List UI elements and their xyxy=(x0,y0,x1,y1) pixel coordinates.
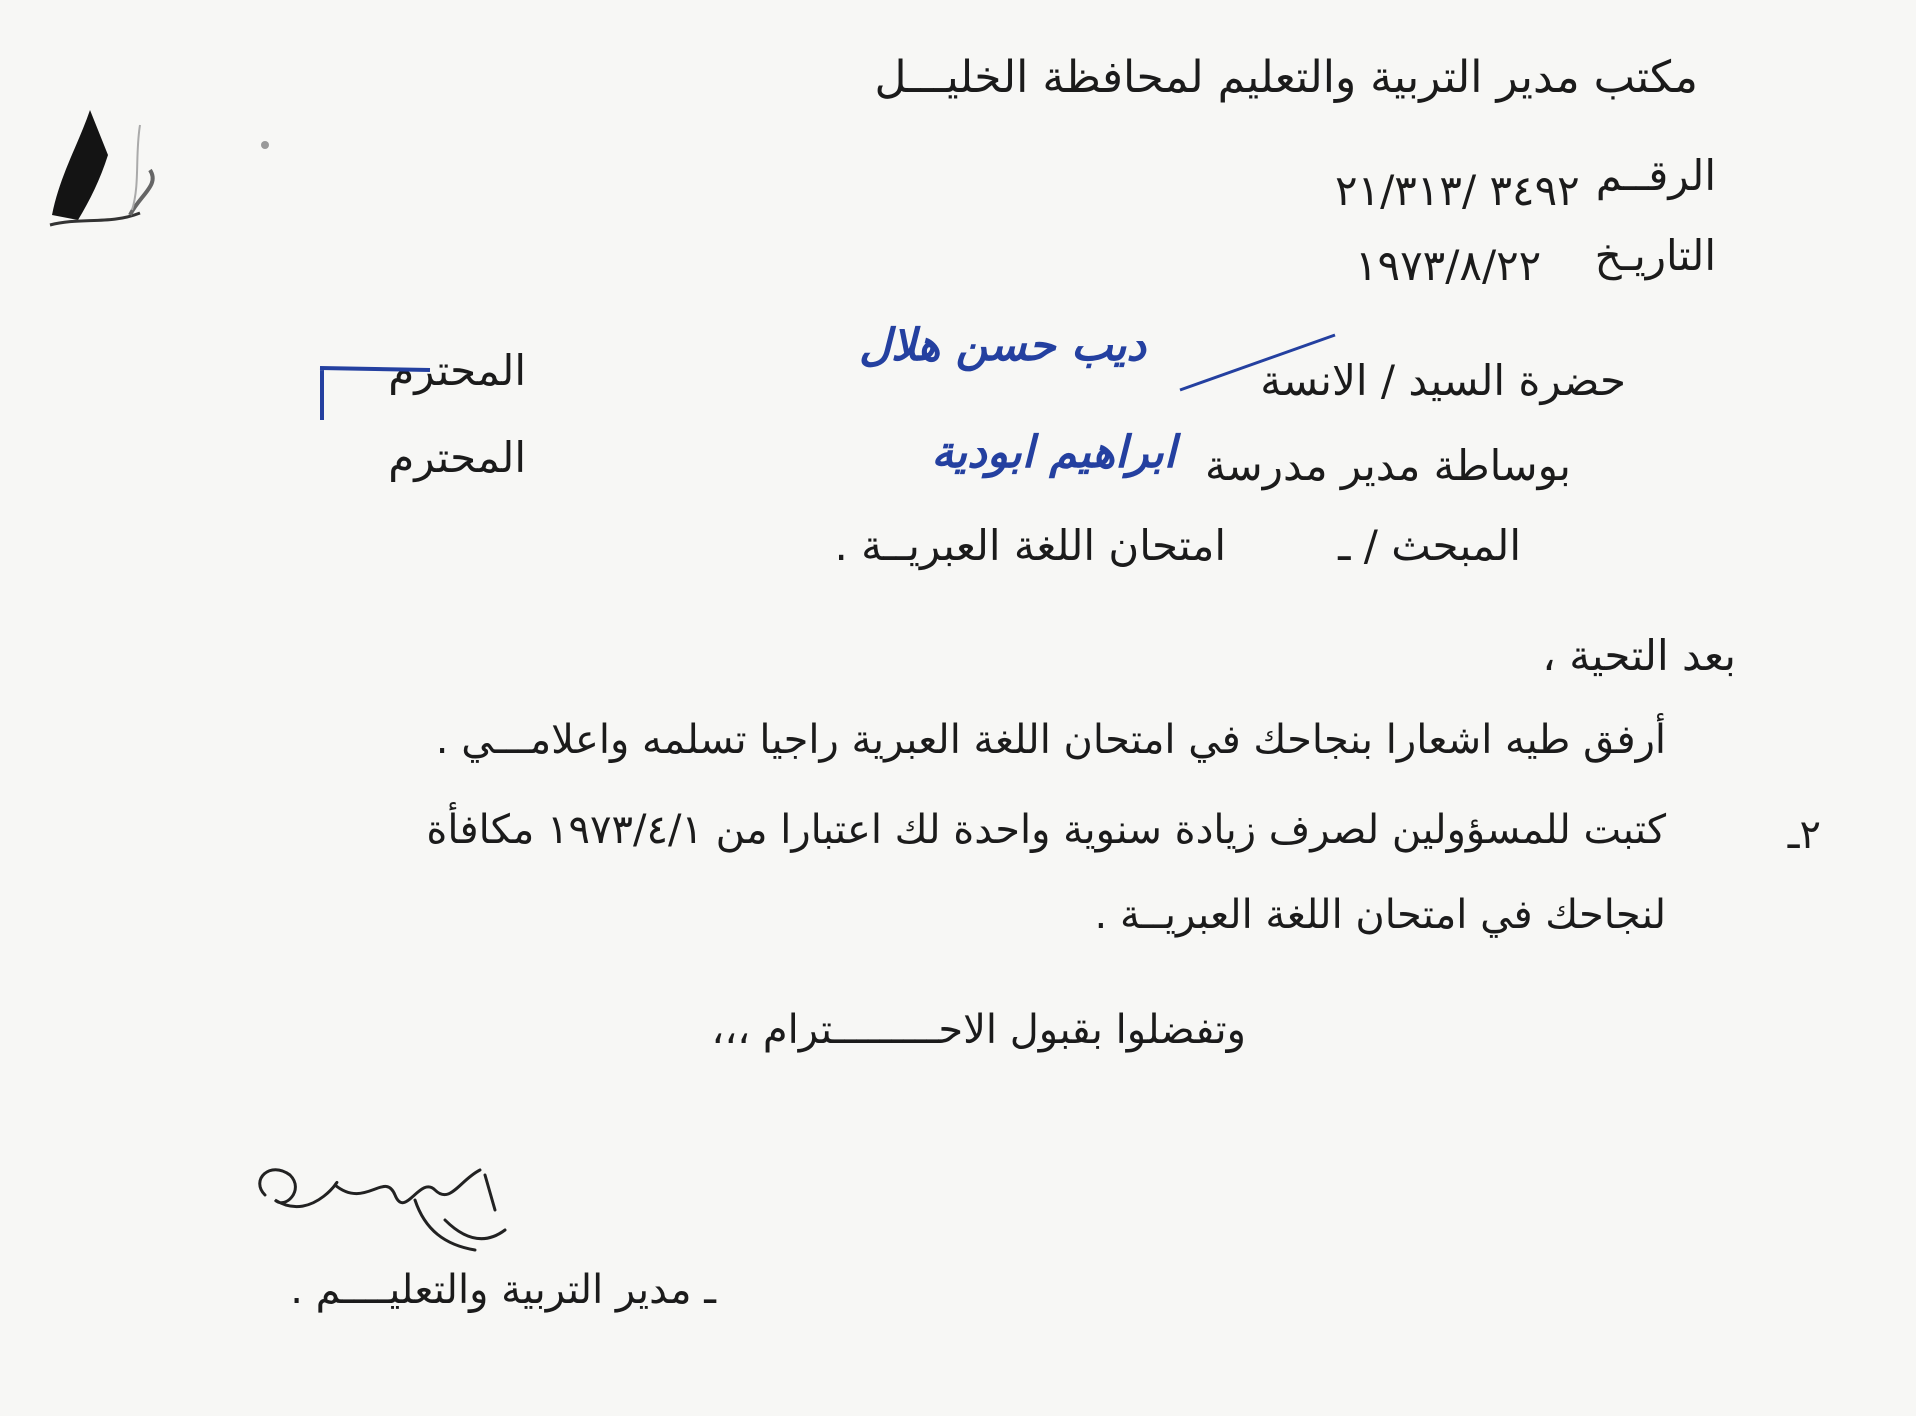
honorific-1: المحترم xyxy=(388,346,526,395)
body-paragraph-1: أرفق طيه اشعارا بنجاحك في امتحان اللغة العبرية راجيا تسلمه واعلامـــي . xyxy=(435,717,1666,763)
addressee-name-handwritten: ديب حسن هلال xyxy=(858,320,1146,371)
signature-title: ـ مدير التربية والتعليــــم . xyxy=(290,1267,716,1313)
subject-value: امتحان اللغة العبريــة . xyxy=(834,521,1226,570)
date-label: التاريـخ xyxy=(1594,231,1716,280)
body-paragraph-2-line-1: كتبت للمسؤولين لصرف زيادة سنوية واحدة لك اعتبارا من ١٩٧٣/٤/١ مكافأة xyxy=(426,807,1666,853)
body-paragraph-2-line-2: لنجاحك في امتحان اللغة العبريــة . xyxy=(1094,892,1666,938)
honorific-handwritten-underline xyxy=(310,360,440,430)
date-value: ١٩٧٣/٨/٢٢ xyxy=(1355,241,1542,290)
honorific-2: المحترم xyxy=(388,433,526,482)
ink-stamp-mark xyxy=(20,85,280,235)
closing-line: وتفضلوا بقبول الاحـــــــــترام ،،، xyxy=(711,1007,1246,1053)
sender-office: مكتب مدير التربية والتعليم لمحافظة الخليـــل xyxy=(874,52,1698,103)
handwritten-signature xyxy=(245,1150,525,1280)
ref-number: ٣٤٩٢ /٢١/٣١٣ xyxy=(1335,166,1580,215)
subject-label: المبحث / ـ xyxy=(1338,521,1521,570)
ref-label: الرقــم xyxy=(1595,151,1716,200)
addressee-prefix: حضرة السيد / الانسة xyxy=(1260,356,1626,405)
strikethrough-mark xyxy=(1175,330,1345,400)
greeting: بعد التحية ، xyxy=(1542,631,1736,680)
item-number-2: ٢ـ xyxy=(1787,812,1821,858)
via-prefix: بوساطة مدير مدرسة xyxy=(1205,441,1571,490)
via-name-handwritten: ابراهيم ابودية xyxy=(931,427,1176,478)
